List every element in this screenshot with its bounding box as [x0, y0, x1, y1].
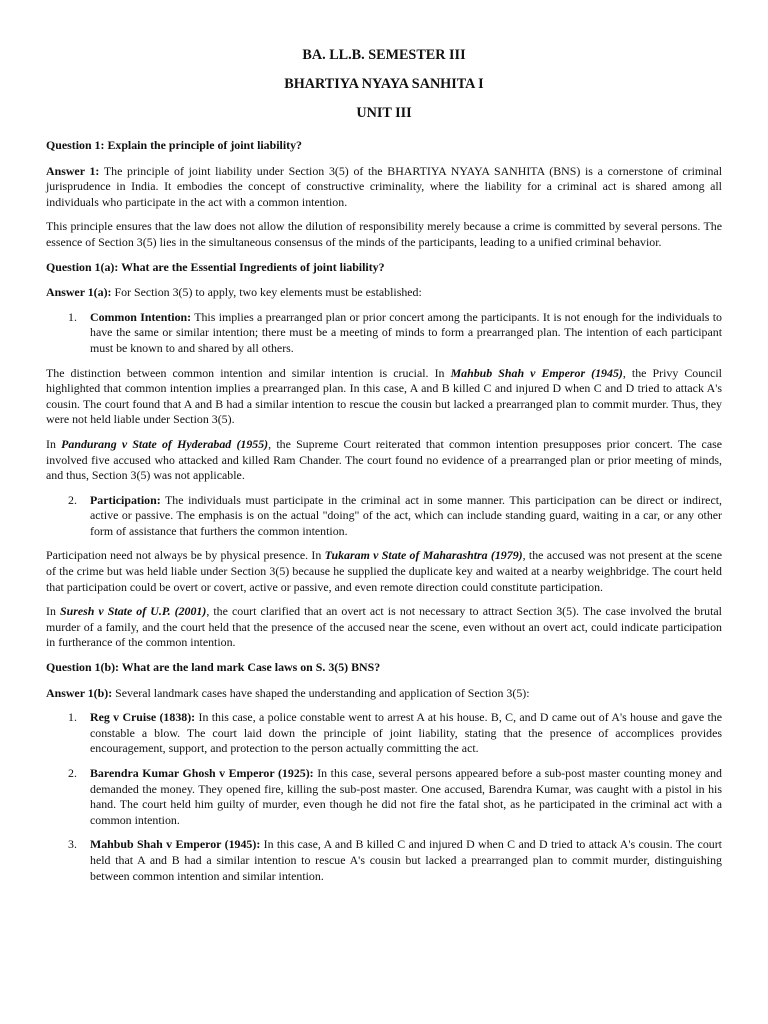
answer-1-paragraph-2: This principle ensures that the law does not allow the dilution of responsibility merely because a crime is committed by several persons. The essence of Section 3(5) lies in the simultaneous consensus of the minds of the participants, leading to a unified criminal behavior. — [46, 219, 722, 249]
question-1: Question 1: Explain the principle of joint liability? — [46, 138, 303, 152]
case-label: Mahbub Shah v Emperor (1945): — [90, 837, 261, 852]
suresh-paragraph — [46, 604, 722, 651]
answer-1a-label: Answer 1(a): — [46, 285, 112, 300]
case-label: Reg v Cruise (1838): — [90, 710, 196, 725]
paragraph-text: , the court clarified that an overt act is not necessary to attract Section 3(5). The case involved the brutal murder of a family, and the court held that the presence of the accused near the scene, even without an overt act, could indicate participation in furtherance of the common intention. — [46, 604, 722, 650]
case-item-mahbub-shah — [46, 837, 722, 884]
ingredient-item-common-intention — [46, 310, 722, 357]
answer-1-text: The principle of joint liability under Section 3(5) of the BHARTIYA NYAYA SANHITA (BNS) is a cornerstone of criminal jurisprudence in India. It embodies the concept of constructive criminality, where the liability for a criminal act is shared among all individuals who participate in the act with a common intention. — [46, 163, 722, 209]
ingredient-label: Common Intention: — [90, 309, 192, 324]
question-1a: Question 1(a): What are the Essential Ingredients of joint liability? — [46, 259, 385, 274]
ingredients-list-part-1 — [46, 310, 722, 357]
list-number: 2. — [68, 492, 77, 507]
paragraph-text: , the Privy Council highlighted that common intention implies a prearranged plan. In this case, A and B killed C and injured D when C and D tried to attack A's cousin. The court found that A and B had a similar intention to rescue the cousin but lacked a prearranged plan to commit murder. Thus, they were not held liable under Section 3(5). — [46, 365, 722, 427]
ingredient-label: Participation: — [90, 492, 161, 507]
list-number: 1. — [68, 309, 77, 324]
answer-1b-label: Answer 1(b): — [46, 685, 113, 700]
case-item-barendra-kumar-ghosh — [46, 766, 722, 828]
landmark-cases-list — [46, 710, 722, 884]
paragraph-text: In — [46, 604, 60, 619]
answer-1-label: Answer 1: — [46, 163, 100, 178]
course-title: BA. LL.B. SEMESTER III — [302, 47, 466, 63]
pandurang-paragraph — [46, 437, 722, 484]
unit-title: UNIT III — [356, 105, 412, 121]
answer-1a-paragraph — [46, 285, 722, 301]
list-number: 3. — [68, 837, 77, 852]
ingredient-text: The individuals must participate in the criminal act in some manner. This participation can be direct or indirect, active or passive. The emphasis is on the actual "doing" of the act, which can include standing guard, waiting in a car, or any other form of assistance that furthers the common intention. — [90, 492, 722, 538]
ingredients-list-part-2 — [46, 493, 722, 540]
paragraph-text: Participation need not always be by physical presence. In — [46, 548, 325, 563]
question-1b: Question 1(b): What are the land mark Case laws on S. 3(5) BNS? — [46, 660, 381, 675]
list-number: 1. — [68, 710, 77, 725]
answer-1b-text: Several landmark cases have shaped the understanding and application of Section 3(5): — [112, 685, 530, 700]
paragraph-text: , the Supreme Court reiterated that common intention presupposes prior concert. The case involved five accused who attacked and killed Ram Chander. The court found no evidence of a prearranged plan or prior meeting of minds, and thus, Section 3(5) was not applicable. — [46, 436, 723, 483]
case-label: Barendra Kumar Ghosh v Emperor (1925): — [90, 766, 314, 780]
answer-1b-paragraph — [46, 686, 722, 702]
case-text: In this case, a police constable went to arrest A at his house. B, C, and D came out of A's house and gave the constable a blow. The court laid down the principle of joint liability, stating that the presence of accomplices provides encouragement, support, and protection to the person actually committing the act. — [90, 710, 722, 756]
case-citation: Tukaram v State of Maharashtra (1979) — [324, 548, 523, 563]
tukaram-paragraph — [46, 548, 722, 595]
list-number: 2. — [68, 766, 77, 780]
ingredient-item-participation — [46, 493, 722, 540]
case-citation: Suresh v State of U.P. (2001) — [59, 604, 207, 619]
ingredient-text: This implies a prearranged plan or prior concert among the participants. It is not enough for the individuals to have the same or similar intention; there must be a meeting of minds to form a prearranged plan. The intention of each participant must be known to and shared by all others. — [90, 309, 722, 355]
answer-1-paragraph — [46, 164, 722, 211]
mahbub-shah-paragraph — [46, 366, 722, 428]
case-text: In this case, several persons appeared before a sub-post master counting money and demanded the money. They opened fire, killing the sub-post master. One accused, Barendra Kumar, was caught with a pistol in his hand. The court held him guilty of murder, even though he did not fire the fatal shot, as he participated in the criminal act with a common intention. — [90, 766, 722, 827]
subject-title: BHARTIYA NYAYA SANHITA I — [284, 76, 484, 92]
paragraph-text: The distinction between common intention and similar intention is crucial. In — [46, 365, 451, 380]
paragraph-text: , the accused was not present at the scene of the crime but was held liable under Section 3(5) because he supplied the duplicate key and waited at a nearby weighbridge. The court held that participation could be overt or covert, active or passive, and even remote direction could constitute participation. — [46, 548, 722, 594]
answer-1a-text: For Section 3(5) to apply, two key elements must be established: — [111, 285, 422, 300]
case-text: In this case, A and B killed C and injured D when C and D tried to attack A's cousin. The court held that A and B had a similar intention to rescue A's cousin but lacked a prearranged plan to commit murder, distinguishing between common intention and similar intention. — [90, 837, 722, 883]
case-item-reg-v-cruise — [46, 710, 722, 757]
paragraph-text: In — [46, 436, 62, 451]
case-citation: Pandurang v State of Hyderabad (1955) — [61, 436, 269, 451]
case-citation: Mahbub Shah v Emperor (1945) — [450, 365, 623, 380]
